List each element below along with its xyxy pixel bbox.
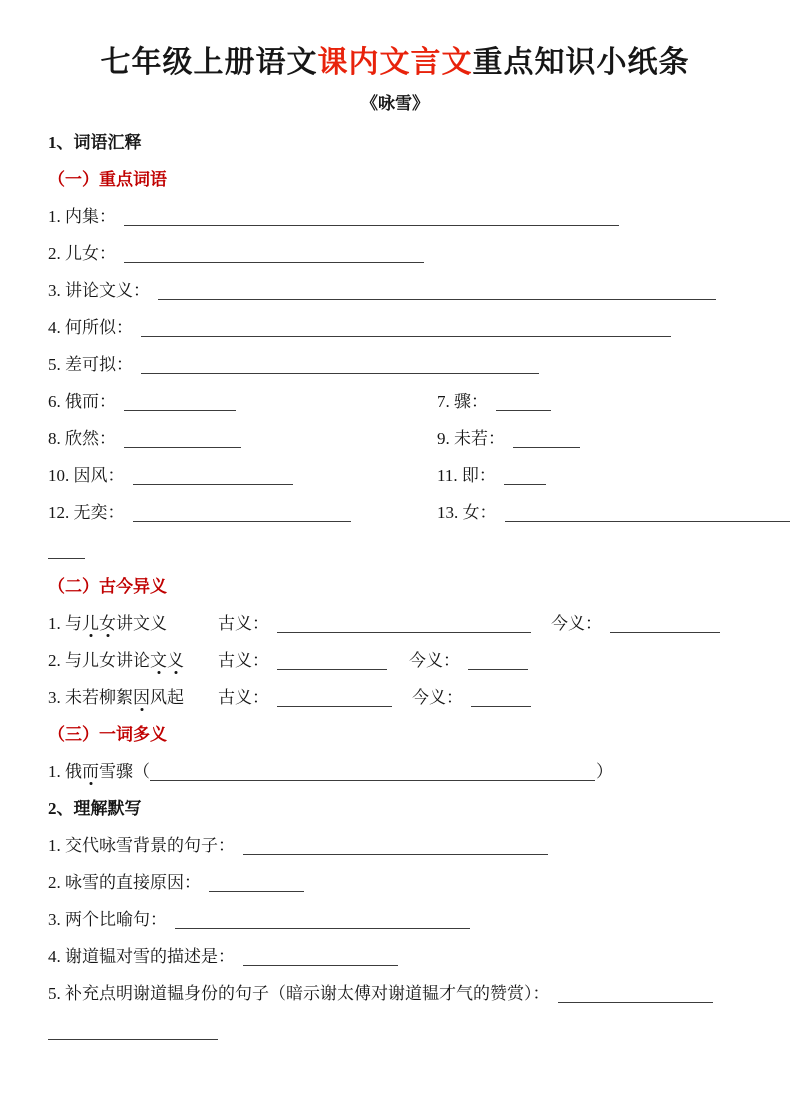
emphasized-char: 文 xyxy=(150,651,167,670)
row-cell xyxy=(48,982,713,1005)
row-cell xyxy=(48,908,470,931)
row-label: 古义： xyxy=(218,651,269,670)
keyword-row-12-13 xyxy=(48,494,760,531)
row-cell xyxy=(437,427,580,450)
heading-label: 2、理解默写 xyxy=(48,799,142,818)
row-label: 2. 咏雪的直接原因： xyxy=(48,873,201,892)
row-cell xyxy=(48,316,671,339)
blank-line xyxy=(209,891,304,892)
row-label: 5. 差可拟： xyxy=(48,355,133,374)
row-label: 3. 讲论文义： xyxy=(48,281,150,300)
section-1-heading xyxy=(48,124,760,161)
row-label: 9. 未若： xyxy=(437,429,505,448)
row-cell xyxy=(409,649,528,672)
blank-line xyxy=(124,262,424,263)
row-cell xyxy=(551,612,720,635)
row-label: 8. 欣然： xyxy=(48,429,116,448)
blank-line xyxy=(124,447,241,448)
row-label: 讲文义 xyxy=(116,614,167,633)
row-label: 风起 xyxy=(150,688,184,707)
keyword-row-5 xyxy=(48,346,760,383)
row-label: 10. 因风： xyxy=(48,466,125,485)
ancient-modern-row-3 xyxy=(48,679,760,716)
emphasized-char: 儿 xyxy=(82,614,99,633)
closing-paren: ） xyxy=(596,762,613,781)
row-cell xyxy=(48,871,304,894)
blank-line xyxy=(175,928,470,929)
dictation-row-4 xyxy=(48,938,760,975)
row-cell xyxy=(48,1030,218,1031)
keyword-row-13-continuation xyxy=(48,531,760,568)
row-cell xyxy=(218,612,531,635)
row-cell xyxy=(412,686,531,709)
row-label: 2. 与儿女讲论 xyxy=(48,651,150,670)
row-label: 今义： xyxy=(551,614,602,633)
row-cell xyxy=(437,501,790,524)
row-cell xyxy=(48,686,218,709)
page-title xyxy=(0,0,790,82)
row-label: 5. 补充点明谢道韫身份的句子（暗示谢太傅对谢道韫才气的赞赏）： xyxy=(48,984,550,1003)
row-label: 4. 何所似： xyxy=(48,318,133,337)
row-cell xyxy=(48,945,398,968)
row-label: 今义： xyxy=(409,651,460,670)
title-part-1: 七年级上册语文 xyxy=(100,46,318,79)
dictation-row-2 xyxy=(48,864,760,901)
row-label: 7. 骤： xyxy=(437,392,488,411)
row-label: 雪骤（ xyxy=(99,762,150,781)
row-cell xyxy=(48,612,218,635)
dictation-row-3 xyxy=(48,901,760,938)
row-label: 古义： xyxy=(218,688,269,707)
heading-label: （三）一词多义 xyxy=(48,725,167,744)
subsection-ancient-modern-heading xyxy=(48,568,760,605)
subsection-keywords-heading xyxy=(48,161,760,198)
blank-line xyxy=(610,632,720,633)
keyword-row-6-7 xyxy=(48,383,760,420)
row-label: 4. 谢道韫对雪的描述是： xyxy=(48,947,235,966)
row-label: 1. 与 xyxy=(48,614,82,633)
emphasized-char: 而 xyxy=(82,762,99,781)
blank-line xyxy=(150,780,595,781)
blank-line xyxy=(133,521,351,522)
row-label: 12. 无奕： xyxy=(48,503,125,522)
emphasized-char: 因 xyxy=(133,688,150,707)
row-cell xyxy=(218,649,387,672)
row-cell xyxy=(48,427,437,450)
blank-line xyxy=(141,336,671,337)
row-label: 6. 俄而： xyxy=(48,392,116,411)
blank-line xyxy=(141,373,539,374)
blank-line xyxy=(243,854,548,855)
row-cell xyxy=(437,464,546,487)
blank-line xyxy=(471,706,531,707)
keyword-row-8-9 xyxy=(48,420,760,457)
blank-line xyxy=(124,225,619,226)
title-highlight: 课内文言文 xyxy=(317,46,473,79)
heading-label: （二）古今异义 xyxy=(48,577,167,596)
row-cell xyxy=(218,686,392,709)
blank-line xyxy=(133,484,293,485)
blank-line xyxy=(243,965,398,966)
blank-line xyxy=(277,706,392,707)
keyword-row-1 xyxy=(48,198,760,235)
keyword-row-10-11 xyxy=(48,457,760,494)
row-label: 2. 儿女： xyxy=(48,244,116,263)
row-cell xyxy=(437,390,551,413)
blank-line xyxy=(48,558,85,559)
ancient-modern-row-2 xyxy=(48,642,760,679)
blank-line xyxy=(558,1002,713,1003)
row-label: 古义： xyxy=(218,614,269,633)
heading-label: 1、词语汇释 xyxy=(48,133,142,152)
worksheet-content xyxy=(0,124,790,1049)
dictation-row-5-continuation xyxy=(48,1012,760,1049)
dictation-row-1 xyxy=(48,827,760,864)
row-cell xyxy=(48,353,539,376)
row-label: 1. 内集： xyxy=(48,207,116,226)
polysemy-row-1 xyxy=(48,753,760,790)
row-cell xyxy=(48,390,437,413)
row-label: 今义： xyxy=(412,688,463,707)
row-label: 1. 俄 xyxy=(48,762,82,781)
blank-line xyxy=(468,669,528,670)
row-cell xyxy=(48,549,85,550)
heading-label: （一）重点词语 xyxy=(48,170,167,189)
row-label: 3. 未若柳絮 xyxy=(48,688,133,707)
row-cell xyxy=(48,649,218,672)
blank-line xyxy=(158,299,716,300)
row-cell xyxy=(48,501,437,524)
row-label: 1. 交代咏雪背景的句子： xyxy=(48,836,235,855)
blank-line xyxy=(496,410,551,411)
row-cell xyxy=(48,834,548,857)
blank-line xyxy=(505,521,790,522)
row-cell xyxy=(48,242,424,265)
emphasized-char: 女 xyxy=(99,614,116,633)
lesson-subtitle: 《咏雪》 xyxy=(361,94,429,113)
row-label: 13. 女： xyxy=(437,503,497,522)
blank-line xyxy=(513,447,580,448)
title-part-2: 重点知识小纸条 xyxy=(472,46,690,79)
keyword-row-4 xyxy=(48,309,760,346)
blank-line xyxy=(504,484,546,485)
subsection-polysemy-heading xyxy=(48,716,760,753)
blank-line xyxy=(277,669,387,670)
keyword-row-2 xyxy=(48,235,760,272)
blank-line xyxy=(124,410,236,411)
emphasized-char: 义 xyxy=(167,651,184,670)
row-label: 11. 即： xyxy=(437,466,496,485)
row-cell xyxy=(48,464,437,487)
row-cell xyxy=(48,760,613,783)
ancient-modern-row-1 xyxy=(48,605,760,642)
blank-line xyxy=(277,632,531,633)
keyword-row-3 xyxy=(48,272,760,309)
blank-line xyxy=(48,1039,218,1040)
row-cell xyxy=(48,205,619,228)
dictation-row-5 xyxy=(48,975,760,1012)
section-2-heading xyxy=(48,790,760,827)
row-label: 3. 两个比喻句： xyxy=(48,910,167,929)
row-cell xyxy=(48,279,716,302)
